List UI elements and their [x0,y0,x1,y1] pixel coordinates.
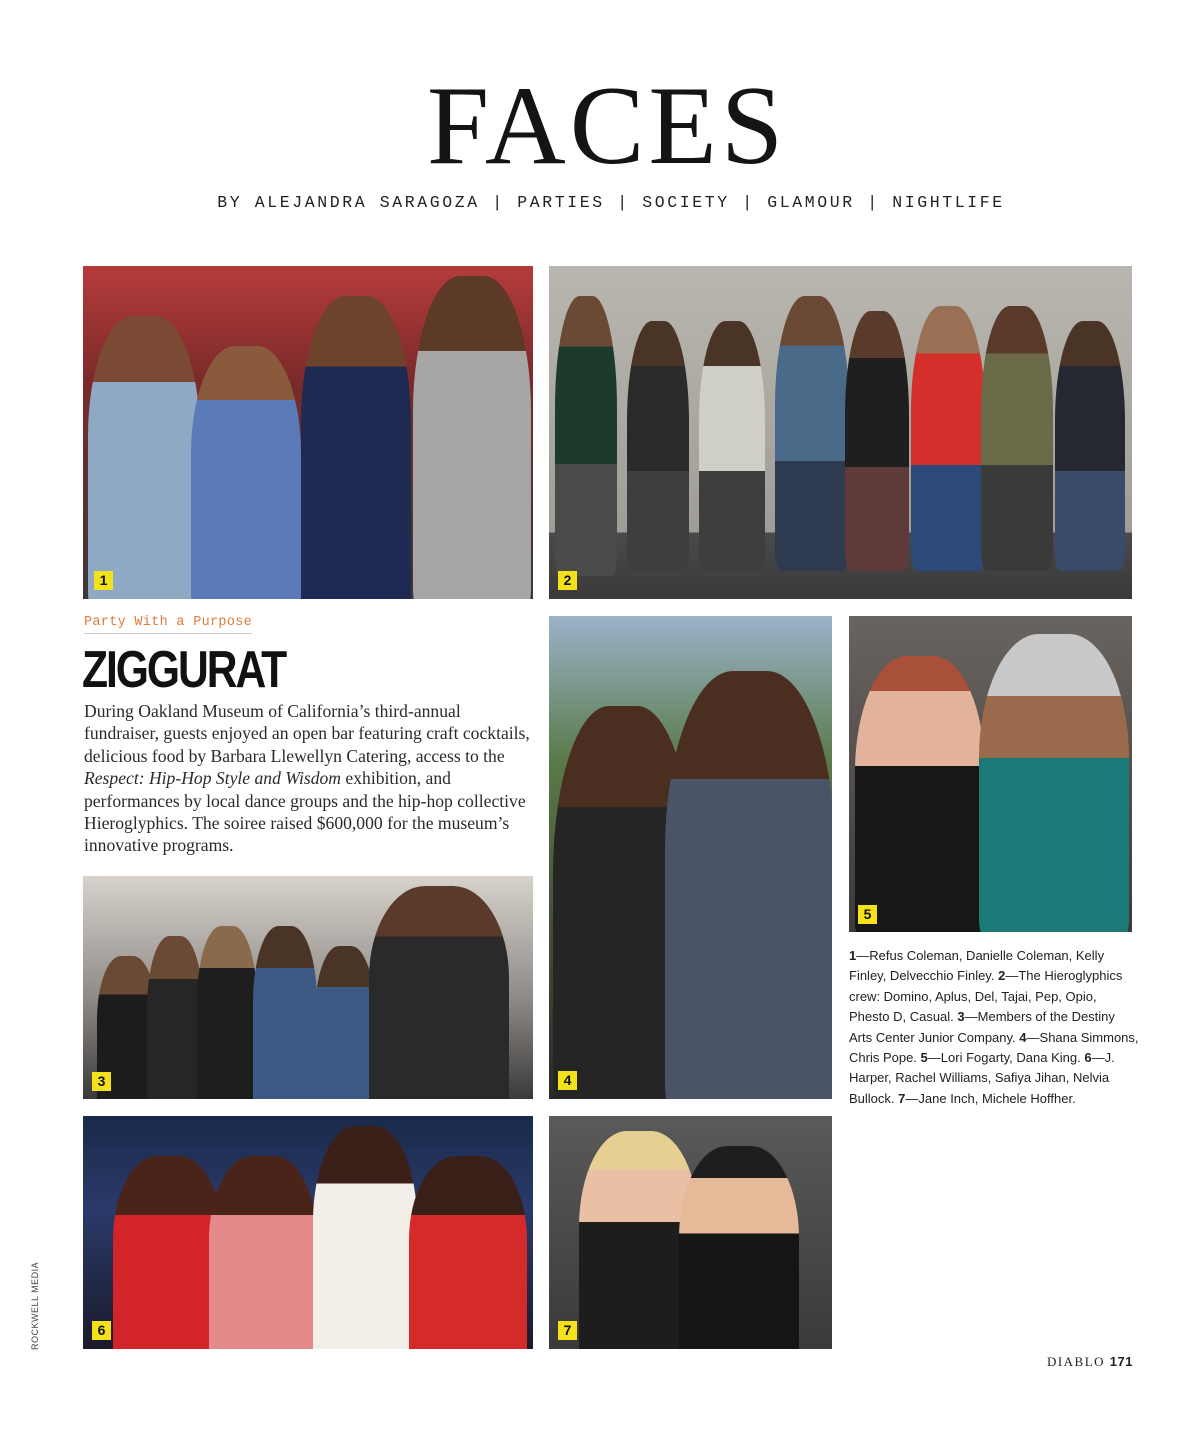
page-number: 171 [1109,1354,1133,1369]
photo-5 [849,616,1132,932]
photo-1 [83,266,533,599]
caption-item: 6—J. Harper, Rachel Williams, Safiya Jihan, Nelvia Bullock. [849,1050,1115,1106]
photo-6 [83,1116,533,1349]
article-body: During Oakland Museum of California’s third-annual fundraiser, guests enjoyed an open bar featuring craft cocktails, delicious food by Barbara Llewellyn Catering, access to the Respect: Hip-Hop Style and Wisdom exhibition, and performances by local dance groups and the hip-hop collective Hieroglyphics. The soiree raised $600,000 for the museum’s innovative programs. [84,701,530,856]
photo-number-badge: 6 [92,1321,111,1340]
page-title: FACES [426,64,788,188]
photo-number-badge: 5 [858,905,877,924]
photo-credit: ROCKWELL MEDIA [30,1261,40,1350]
publication-name: DIABLO [1046,1354,1106,1369]
photo-4 [549,616,832,1099]
photo-captions [849,946,1139,1109]
article-kicker: Party With a Purpose [84,615,252,634]
photo-number-badge: 2 [558,571,577,590]
photo-7 [549,1116,832,1349]
caption-item: 1—Refus Coleman, Danielle Coleman, Kelly Finley, Delvecchio Finley. [849,948,1105,984]
photo-number-badge: 7 [558,1321,577,1340]
photo-2 [549,266,1132,599]
caption-item: 4—Shana Simmons, Chris Pope. [849,1029,1139,1066]
article-headline: ZIGGURAT [82,641,286,699]
caption-item: 5—Lori Fogarty, Dana King. [920,1050,1081,1066]
photo-number-badge: 1 [94,571,113,590]
page-folio [1047,1354,1133,1370]
caption-item: 2—The Hieroglyphics crew: Domino, Aplus, Del, Tajai, Pep, Opio, Phesto D, Casual. [849,968,1123,1025]
section-subnav: BY ALEJANDRA SARAGOZA | PARTIES | SOCIETY | GLAMOUR | NIGHTLIFE [217,193,1005,212]
photo-number-badge: 4 [558,1071,577,1090]
photo-3 [83,876,533,1099]
caption-item: 3—Members of the Destiny Arts Center Junior Company. [849,1009,1115,1045]
photo-number-badge: 3 [92,1072,111,1091]
caption-item: 7—Jane Inch, Michele Hoffher. [898,1090,1076,1106]
